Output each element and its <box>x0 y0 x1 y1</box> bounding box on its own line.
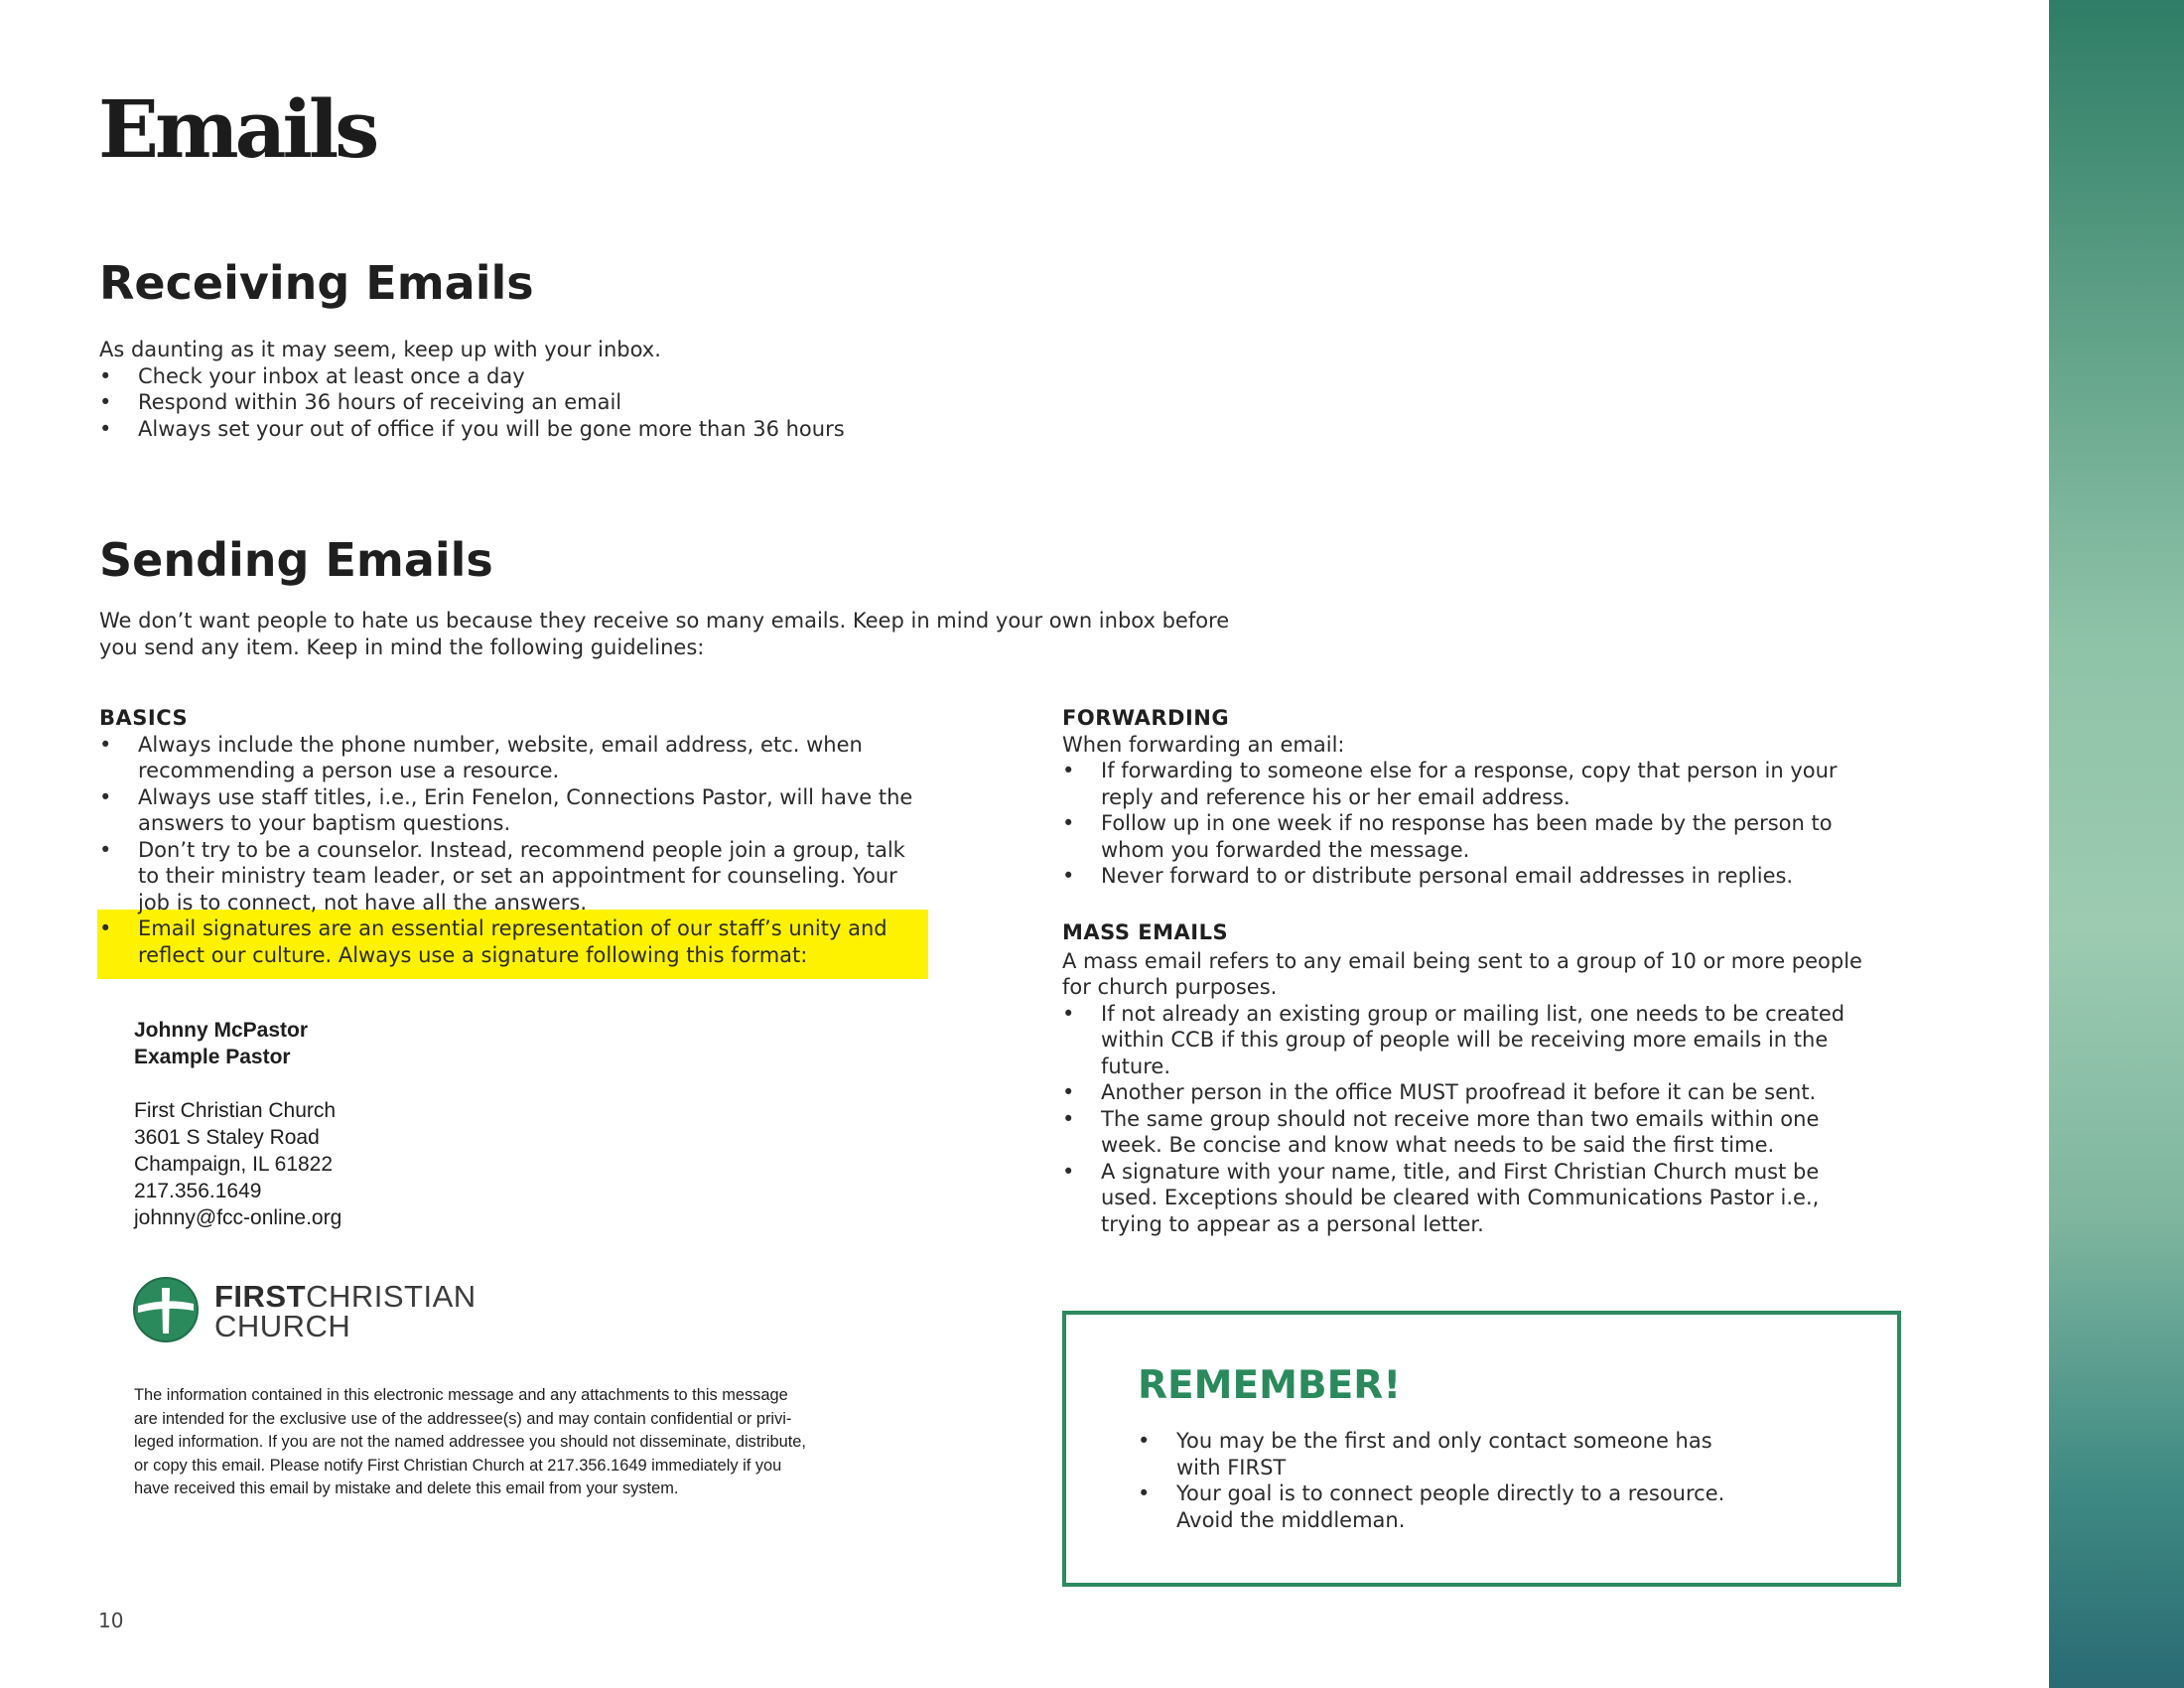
cross-logo-icon <box>132 1276 200 1343</box>
list-item <box>99 389 845 416</box>
list-item-text: Your goal is to connect people directly to a resource. <box>1176 1481 1725 1505</box>
list-item <box>1062 1106 1956 1159</box>
signature-name: Johnny McPastor <box>134 1019 309 1042</box>
list-item-text: You may be the first and only contact someone has <box>1176 1429 1712 1453</box>
list-item-text: reply and reference his or her email address. <box>1101 784 1570 809</box>
list-item-text: Always use staff titles, i.e., Erin Fenelon, Connections Pastor, will have the <box>138 784 913 809</box>
list-item <box>1062 863 1956 890</box>
list-item-text: A signature with your name, title, and First Christian Church must be <box>1101 1159 1820 1184</box>
bullet-icon: • <box>99 837 112 862</box>
list-item-text: answers to your baptism questions. <box>138 811 511 835</box>
forwarding-label: FORWARDING <box>1062 706 1230 730</box>
page-number: 10 <box>98 1609 124 1632</box>
bullet-icon: • <box>99 732 112 757</box>
list-item <box>1062 1159 1956 1238</box>
bullet-icon: • <box>99 416 112 441</box>
page-title: Emails <box>98 82 376 176</box>
sending-intro-line-2: you send any item. Keep in mind the following guidelines: <box>99 634 705 659</box>
list-item-text: trying to appear as a personal letter. <box>1101 1211 1484 1236</box>
list-item-text: recommending a person use a resource. <box>138 759 560 782</box>
list-item-text: Email signatures are an essential representation of our staff’s unity and <box>138 916 887 940</box>
forwarding-list <box>1062 758 1956 890</box>
disclaimer-line: leged information. If you are not the named addressee you should not disseminate, distribute, <box>134 1433 806 1452</box>
list-item <box>99 363 845 390</box>
list-item-text: Avoid the middleman. <box>1176 1507 1406 1532</box>
remember-list <box>1138 1428 1872 1533</box>
disclaimer-line: have received this email by mistake and delete this email from your system. <box>134 1479 679 1498</box>
disclaimer-line: are intended for the exclusive use of the addressee(s) and may contain confidential or privi- <box>134 1409 792 1428</box>
mass-emails-label: MASS EMAILS <box>1062 920 1229 944</box>
list-item <box>1138 1480 1872 1533</box>
logo-christian: CHRISTIAN <box>306 1279 477 1314</box>
list-item-text: Always set your out of office if you will be gone more than 36 hours <box>138 416 845 441</box>
signature-city: Champaign, IL 61822 <box>134 1153 334 1176</box>
mass-intro-line-2: for church purposes. <box>1062 975 1278 999</box>
list-item <box>99 915 973 968</box>
forwarding-section <box>1062 705 1956 890</box>
sending-intro <box>99 608 1229 660</box>
list-item-text: Never forward to or distribute personal email addresses in replies. <box>1101 864 1794 888</box>
basics-section <box>99 705 973 968</box>
logo-wordmark <box>214 1279 477 1343</box>
list-item <box>1062 810 1956 863</box>
list-item <box>1062 1079 1956 1106</box>
sending-heading: Sending Emails <box>99 533 493 587</box>
forwarding-intro: When forwarding an email: <box>1062 732 1345 757</box>
decorative-gradient-band <box>2049 0 2184 1688</box>
disclaimer-line: The information contained in this electronic message and any attachments to this message <box>134 1386 788 1404</box>
bullet-icon: • <box>1062 1001 1075 1026</box>
list-item-text: If not already an existing group or mailing list, one needs to be created <box>1101 1001 1845 1026</box>
mass-emails-list <box>1062 1001 1956 1238</box>
signature-phone: 217.356.1649 <box>134 1180 262 1202</box>
list-item <box>1062 1001 1956 1080</box>
mass-emails-section <box>1062 919 1956 1237</box>
list-item-text: whom you forwarded the message. <box>1101 837 1470 862</box>
church-logo <box>132 1276 499 1345</box>
list-item-text: Follow up in one week if no response has been made by the person to <box>1101 811 1833 835</box>
list-item-text: to their ministry team leader, or set an appointment for counseling. Your <box>138 864 897 888</box>
bullet-icon: • <box>99 363 112 388</box>
bullet-icon: • <box>1062 1080 1075 1104</box>
list-item <box>99 732 973 784</box>
remember-box <box>1062 1311 1901 1587</box>
bullet-icon: • <box>99 390 112 414</box>
signature-email: johnny@fcc-online.org <box>134 1206 342 1229</box>
bullet-icon: • <box>1138 1429 1151 1453</box>
receiving-list <box>99 363 845 443</box>
list-item <box>99 416 845 443</box>
bullet-icon: • <box>1062 1106 1075 1131</box>
list-item-text: week. Be concise and know what needs to be said the first time. <box>1101 1133 1775 1157</box>
sending-intro-line-1: We don’t want people to hate us because they receive so many emails. Keep in mind your own inbox before <box>99 609 1230 633</box>
list-item-text: used. Exceptions should be cleared with Communications Pastor i.e., <box>1101 1186 1820 1209</box>
list-item-text: Always include the phone number, website, email address, etc. when <box>138 732 863 757</box>
receiving-section <box>99 337 845 442</box>
list-item-text: with FIRST <box>1176 1455 1287 1479</box>
list-item <box>1062 758 1956 810</box>
basics-list <box>99 732 973 969</box>
remember-content <box>1138 1428 1872 1533</box>
bullet-icon: • <box>99 916 112 940</box>
signature-example <box>134 1017 341 1231</box>
basics-label: BASICS <box>99 706 189 730</box>
logo-church: CHURCH <box>214 1309 351 1343</box>
bullet-icon: • <box>1062 811 1075 835</box>
list-item <box>99 784 973 837</box>
mass-intro-line-1: A mass email refers to any email being sent to a group of 10 or more people <box>1062 948 1862 973</box>
list-item-text: The same group should not receive more than two emails within one <box>1101 1106 1820 1131</box>
list-item <box>99 837 973 916</box>
signature-title: Example Pastor <box>134 1046 291 1068</box>
receiving-intro: As daunting as it may seem, keep up with your inbox. <box>99 338 661 361</box>
logo-first: FIRST <box>214 1279 307 1314</box>
list-item-text: reflect our culture. Always use a signature following this format: <box>138 942 808 967</box>
list-item-text: within CCB if this group of people will be receiving more emails in the <box>1101 1028 1829 1052</box>
list-item-text: If forwarding to someone else for a response, copy that person in your <box>1101 759 1838 782</box>
signature-street: 3601 S Staley Road <box>134 1126 320 1149</box>
email-disclaimer <box>134 1384 948 1501</box>
bullet-icon: • <box>1138 1481 1151 1505</box>
remember-title: REMEMBER! <box>1138 1363 1402 1408</box>
disclaimer-line: or copy this email. Please notify First Christian Church at 217.356.1649 immediately if you <box>134 1456 782 1475</box>
list-item-text: Don’t try to be a counselor. Instead, recommend people join a group, talk <box>138 837 905 862</box>
list-item <box>1138 1428 1872 1480</box>
list-item-text: Respond within 36 hours of receiving an email <box>138 390 622 414</box>
receiving-heading: Receiving Emails <box>99 256 534 310</box>
list-item-text: Check your inbox at least once a day <box>138 363 525 388</box>
bullet-icon: • <box>1062 759 1075 782</box>
list-item-text: job is to connect, not have all the answers. <box>138 890 588 914</box>
list-item-text: future. <box>1101 1054 1171 1078</box>
bullet-icon: • <box>99 784 112 809</box>
list-item-text: Another person in the office MUST proofread it before it can be sent. <box>1101 1080 1817 1104</box>
bullet-icon: • <box>1062 1159 1075 1184</box>
signature-church: First Christian Church <box>134 1099 337 1122</box>
bullet-icon: • <box>1062 864 1075 888</box>
